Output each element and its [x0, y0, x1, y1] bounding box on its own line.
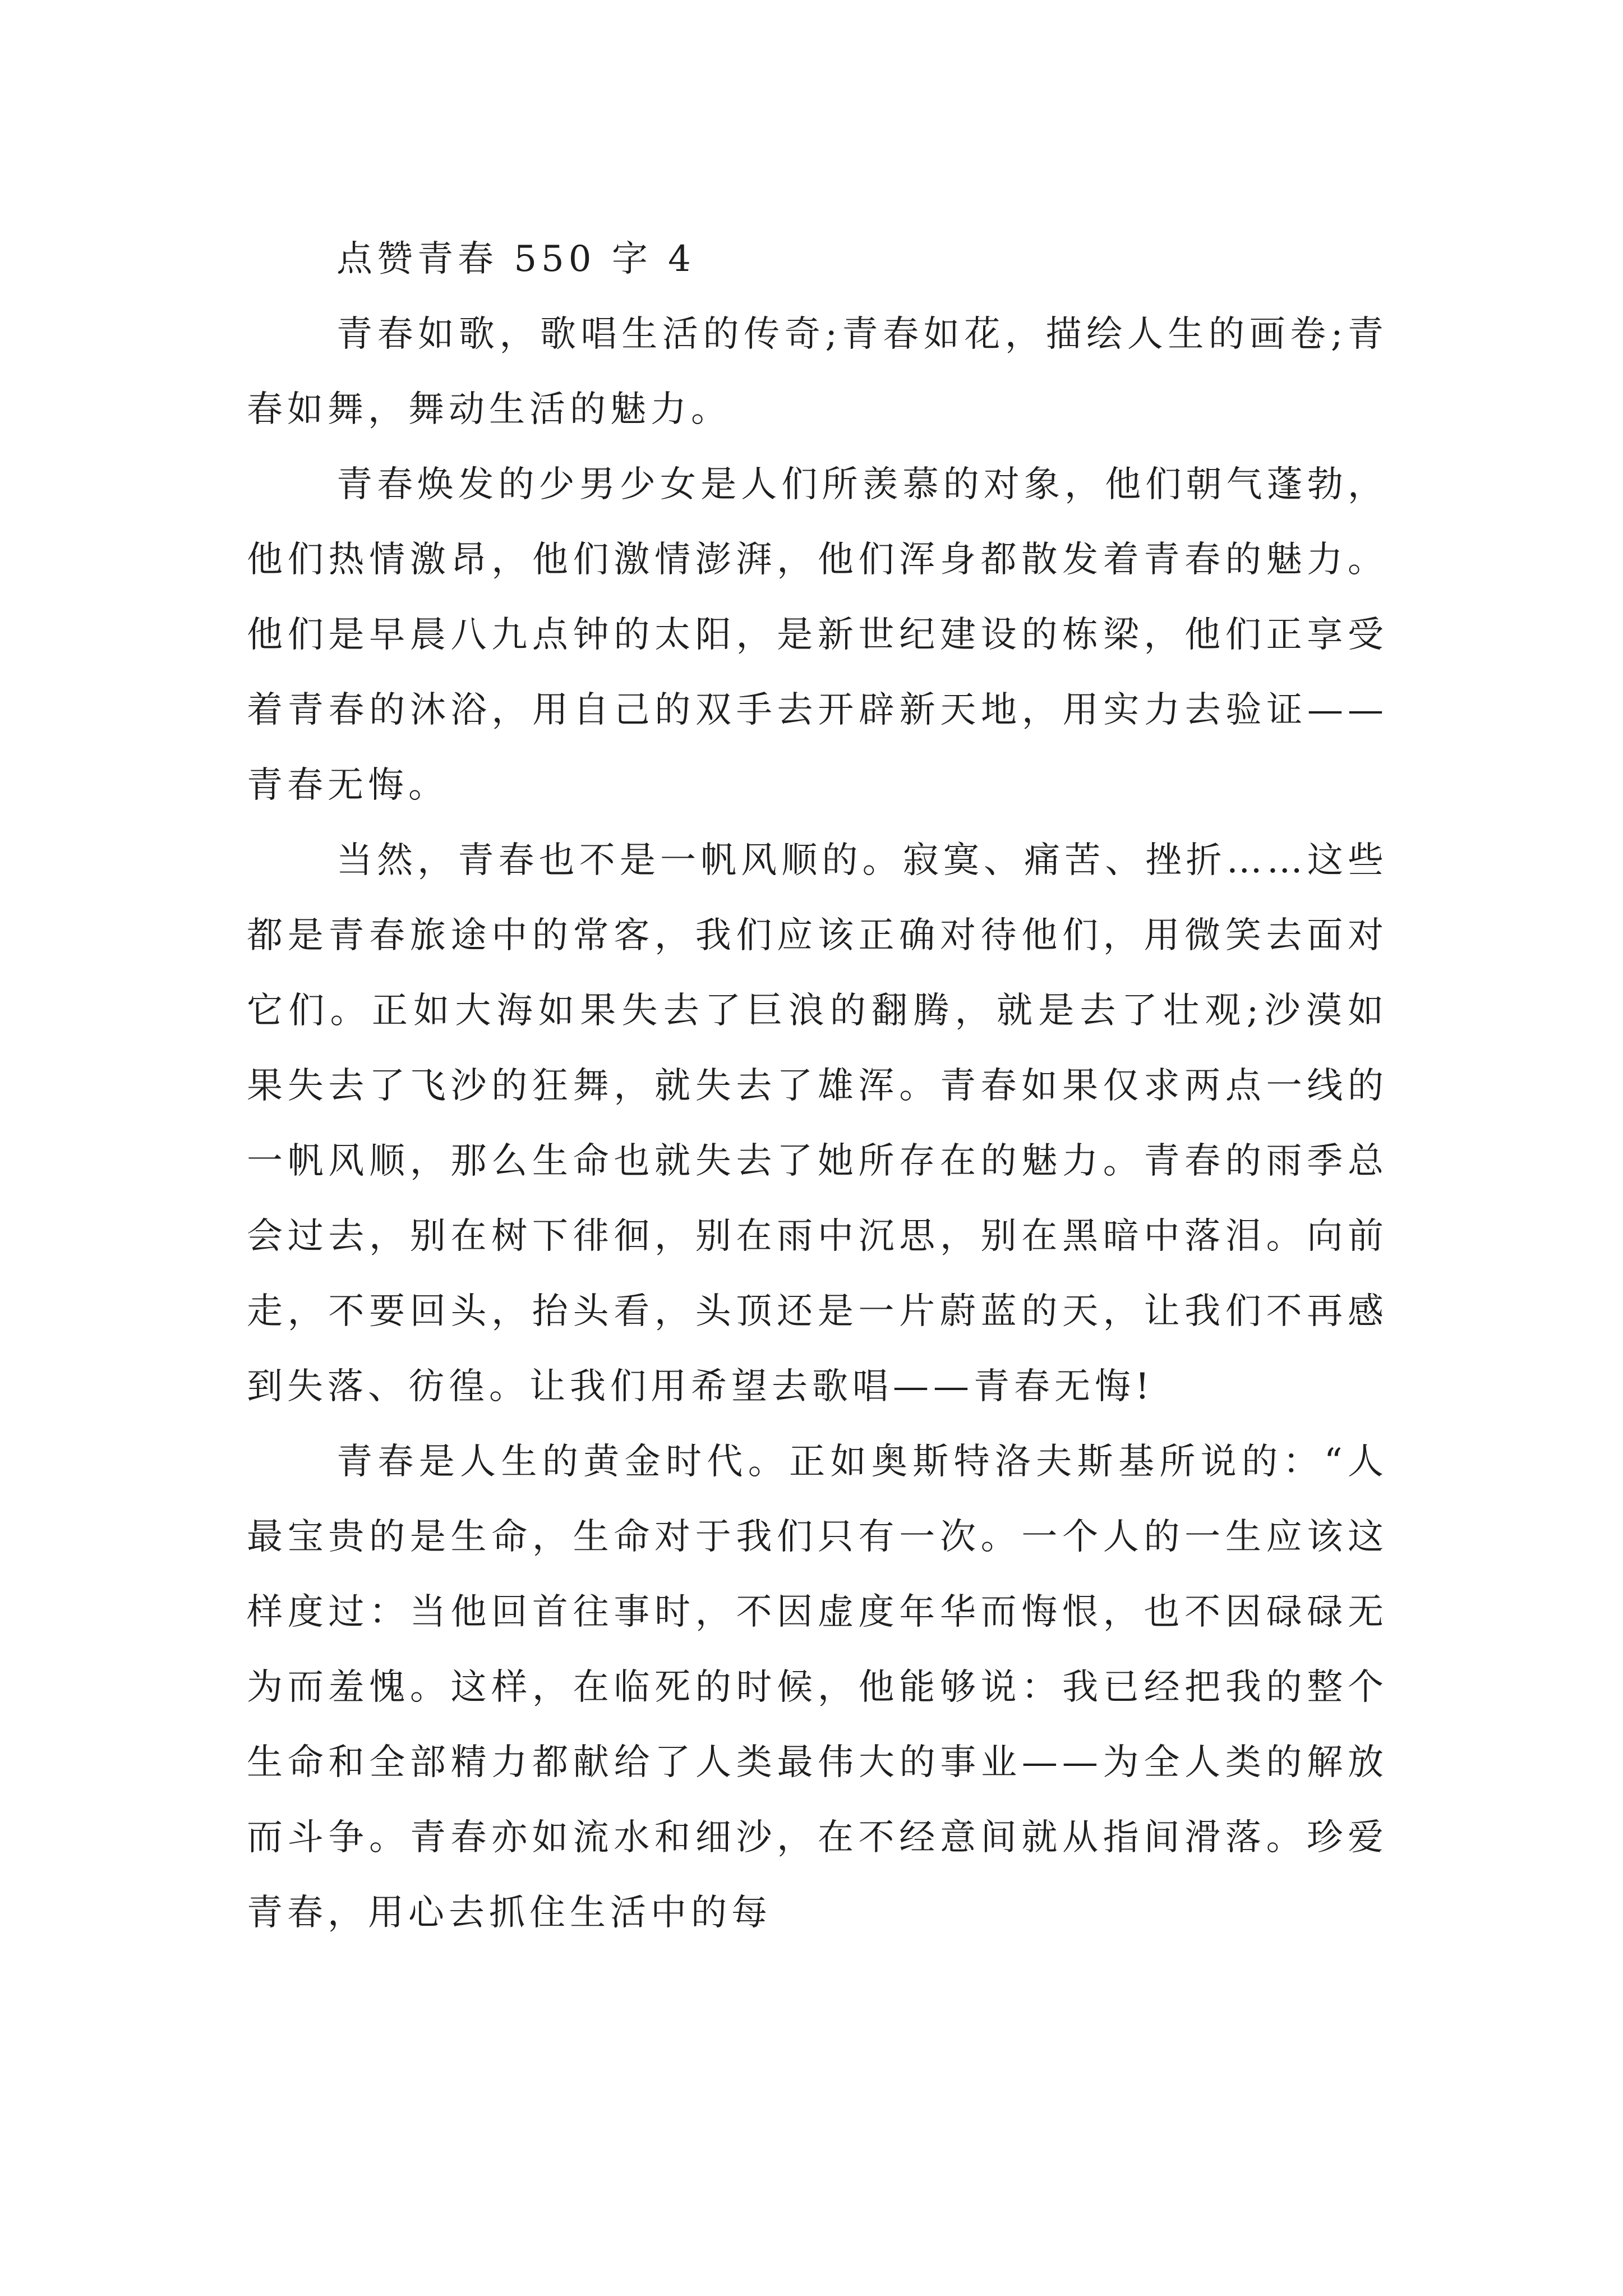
paragraph-3: 当然，青春也不是一帆风顺的。寂寞、痛苦、挫折……这些都是青春旅途中的常客，我们应该正确对待他们，用微笑去面对它们。正如大海如果失去了巨浪的翻腾，就是去了壮观;沙漠如果失去了飞沙的狂舞，就失去了雄浑。青春如果仅求两点一线的一帆风顺，那么生命也就失去了她所存在的魅力。青春的雨季总会过去，别在树下徘徊，别在雨中沉思，别在黑暗中落泪。向前走，不要回头，抬头看，头顶还是一片蔚蓝的天，让我们不再感到失落、彷徨。让我们用希望去歌唱——青春无悔! [247, 840, 1388, 1407]
paragraph-4: 青春是人生的黄金时代。正如奥斯特洛夫斯基所说的：“人最宝贵的是生命，生命对于我们只有一次。一个人的一生应该这样度过：当他回首往事时，不因虚度年华而悔恨，也不因碌碌无为而羞愧。这样，在临死的时候，他能够说：我已经把我的整个生命和全部精力都献给了人类最伟大的事业——为全人类的解放而斗争。青春亦如流水和细沙，在不经意间就从指间滑落。珍爱青春，用心去抓住生活中的每 [247, 1441, 1388, 1934]
paragraph-1: 青春如歌，歌唱生活的传奇;青春如花，描绘人生的画卷;青春如舞，舞动生活的魅力。 [247, 314, 1388, 430]
paragraph-2: 青春焕发的少男少女是人们所羡慕的对象，他们朝气蓬勃，他们热情激昂，他们激情澎湃，他们浑身都散发着青春的魅力。他们是早晨八九点钟的太阳，是新世纪建设的栋梁，他们正享受着青春的沐浴，用自己的双手去开辟新天地，用实力去验证——青春无悔。 [247, 464, 1388, 806]
document-title: 点赞青春 550 字 4 [336, 238, 695, 280]
document-body [247, 222, 1388, 1950]
